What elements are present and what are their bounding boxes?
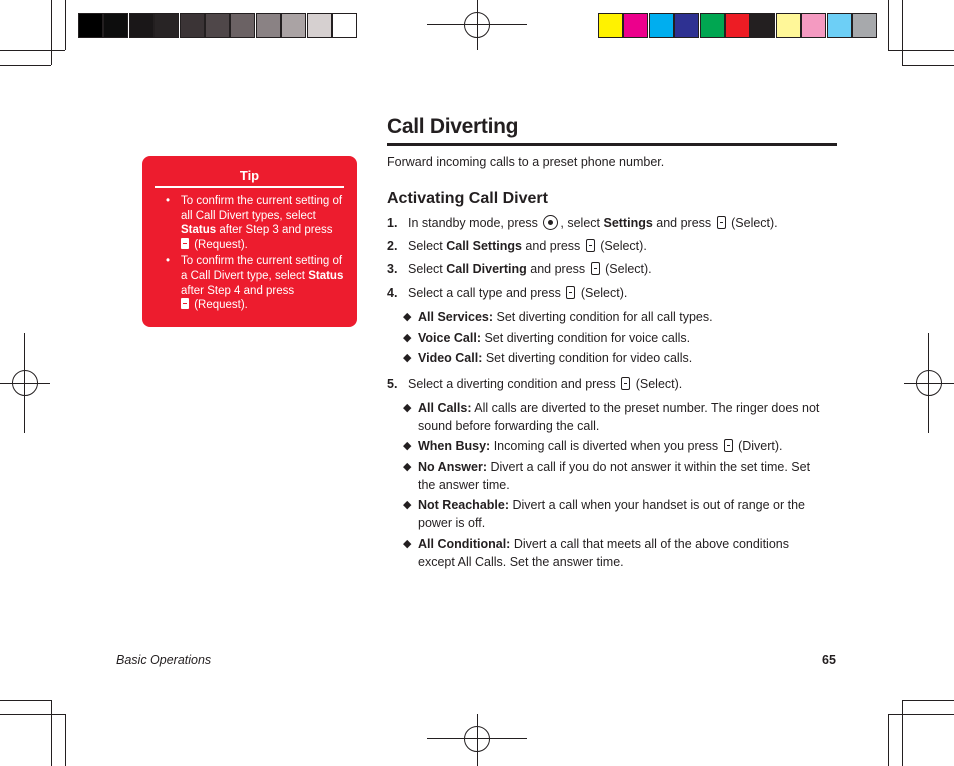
tip-box bbox=[142, 156, 357, 327]
color-swatch bbox=[852, 13, 877, 38]
color-swatch bbox=[230, 13, 255, 38]
diamond-bullet-icon: ◆ bbox=[403, 332, 412, 344]
color-swatch bbox=[103, 13, 128, 38]
color-swatch bbox=[623, 13, 648, 38]
color-swatch bbox=[700, 13, 725, 38]
color-swatch bbox=[750, 13, 775, 38]
color-swatch bbox=[256, 13, 281, 38]
color-swatch bbox=[725, 13, 750, 38]
color-swatch bbox=[307, 13, 332, 38]
tip-bullet: • To confirm the current setting of all Call Divert types, select Status after Step 3 and press (Request). bbox=[166, 195, 343, 251]
condition-item: ◆ All Conditional: Divert a call that meets all of the above conditions except All Calls. Set the answer time. bbox=[403, 537, 789, 569]
condition-item: ◆ No Answer: Divert a call if you do not answer it within the set time. Set the answer time. bbox=[403, 460, 811, 492]
intro-text: Forward incoming calls to a preset phone number. bbox=[387, 155, 665, 169]
diamond-bullet-icon: ◆ bbox=[403, 352, 412, 364]
softkey-icon bbox=[591, 262, 600, 275]
color-swatch bbox=[154, 13, 179, 38]
color-swatch bbox=[180, 13, 205, 38]
softkey-icon bbox=[724, 439, 733, 452]
diamond-bullet-icon: ◆ bbox=[403, 461, 412, 473]
diamond-bullet-icon: ◆ bbox=[403, 499, 412, 511]
section-heading: Activating Call Divert bbox=[387, 190, 548, 207]
color-swatch bbox=[776, 13, 801, 38]
color-swatch bbox=[649, 13, 674, 38]
softkey-icon bbox=[621, 377, 630, 390]
condition-item: ◆ All Calls: All calls are diverted to the preset number. The ringer does not sound before forwarding the call. bbox=[403, 401, 820, 433]
color-swatch bbox=[129, 13, 154, 38]
step-1: 1. In standby mode, press , select Settings and press (Select). bbox=[387, 216, 778, 230]
step-2: 2. Select Call Settings and press (Select). bbox=[387, 239, 647, 253]
call-type-item: ◆ Video Call: Set diverting condition for video calls. bbox=[403, 351, 693, 365]
softkey-icon bbox=[586, 239, 595, 252]
bullet-icon: • bbox=[166, 255, 171, 268]
condition-item: ◆ When Busy: Incoming call is diverted when you press (Divert). bbox=[403, 439, 783, 453]
diamond-bullet-icon: ◆ bbox=[403, 402, 412, 414]
color-swatch bbox=[598, 13, 623, 38]
color-swatch bbox=[205, 13, 230, 38]
tip-bullet: • To confirm the current setting of a Call Divert type, select Status after Step 4 and press (Request). bbox=[166, 255, 344, 312]
color-swatch bbox=[78, 13, 103, 38]
call-type-item: ◆ Voice Call: Set diverting condition for voice calls. bbox=[403, 331, 691, 345]
step-4: 4. Select a call type and press (Select). bbox=[387, 286, 628, 300]
page-number: 65 bbox=[822, 653, 836, 667]
color-swatch bbox=[801, 13, 826, 38]
color-swatch bbox=[674, 13, 699, 38]
color-swatch bbox=[827, 13, 852, 38]
step-5: 5. Select a diverting condition and press (Select). bbox=[387, 377, 683, 391]
softkey-icon bbox=[181, 238, 189, 249]
diamond-bullet-icon: ◆ bbox=[403, 440, 412, 452]
softkey-icon bbox=[717, 216, 726, 229]
page-title: Call Diverting bbox=[387, 115, 519, 138]
step-3: 3. Select Call Diverting and press (Select). bbox=[387, 262, 652, 276]
color-swatch bbox=[281, 13, 306, 38]
call-type-item: ◆ All Services: Set diverting condition for all call types. bbox=[403, 310, 713, 324]
bullet-icon: • bbox=[166, 195, 171, 207]
tip-title: Tip bbox=[239, 168, 260, 183]
title-underline bbox=[387, 143, 837, 146]
condition-item: ◆ Not Reachable: Divert a call when your handset is out of range or the power is off. bbox=[403, 498, 805, 530]
color-swatch bbox=[332, 13, 357, 38]
softkey-icon bbox=[566, 286, 575, 299]
nav-center-key-icon bbox=[543, 215, 558, 230]
tip-divider bbox=[155, 186, 344, 188]
diamond-bullet-icon: ◆ bbox=[403, 538, 412, 550]
diamond-bullet-icon: ◆ bbox=[403, 311, 412, 323]
softkey-icon bbox=[181, 298, 189, 309]
footer-section-name: Basic Operations bbox=[116, 653, 212, 667]
tip-list bbox=[164, 194, 349, 315]
